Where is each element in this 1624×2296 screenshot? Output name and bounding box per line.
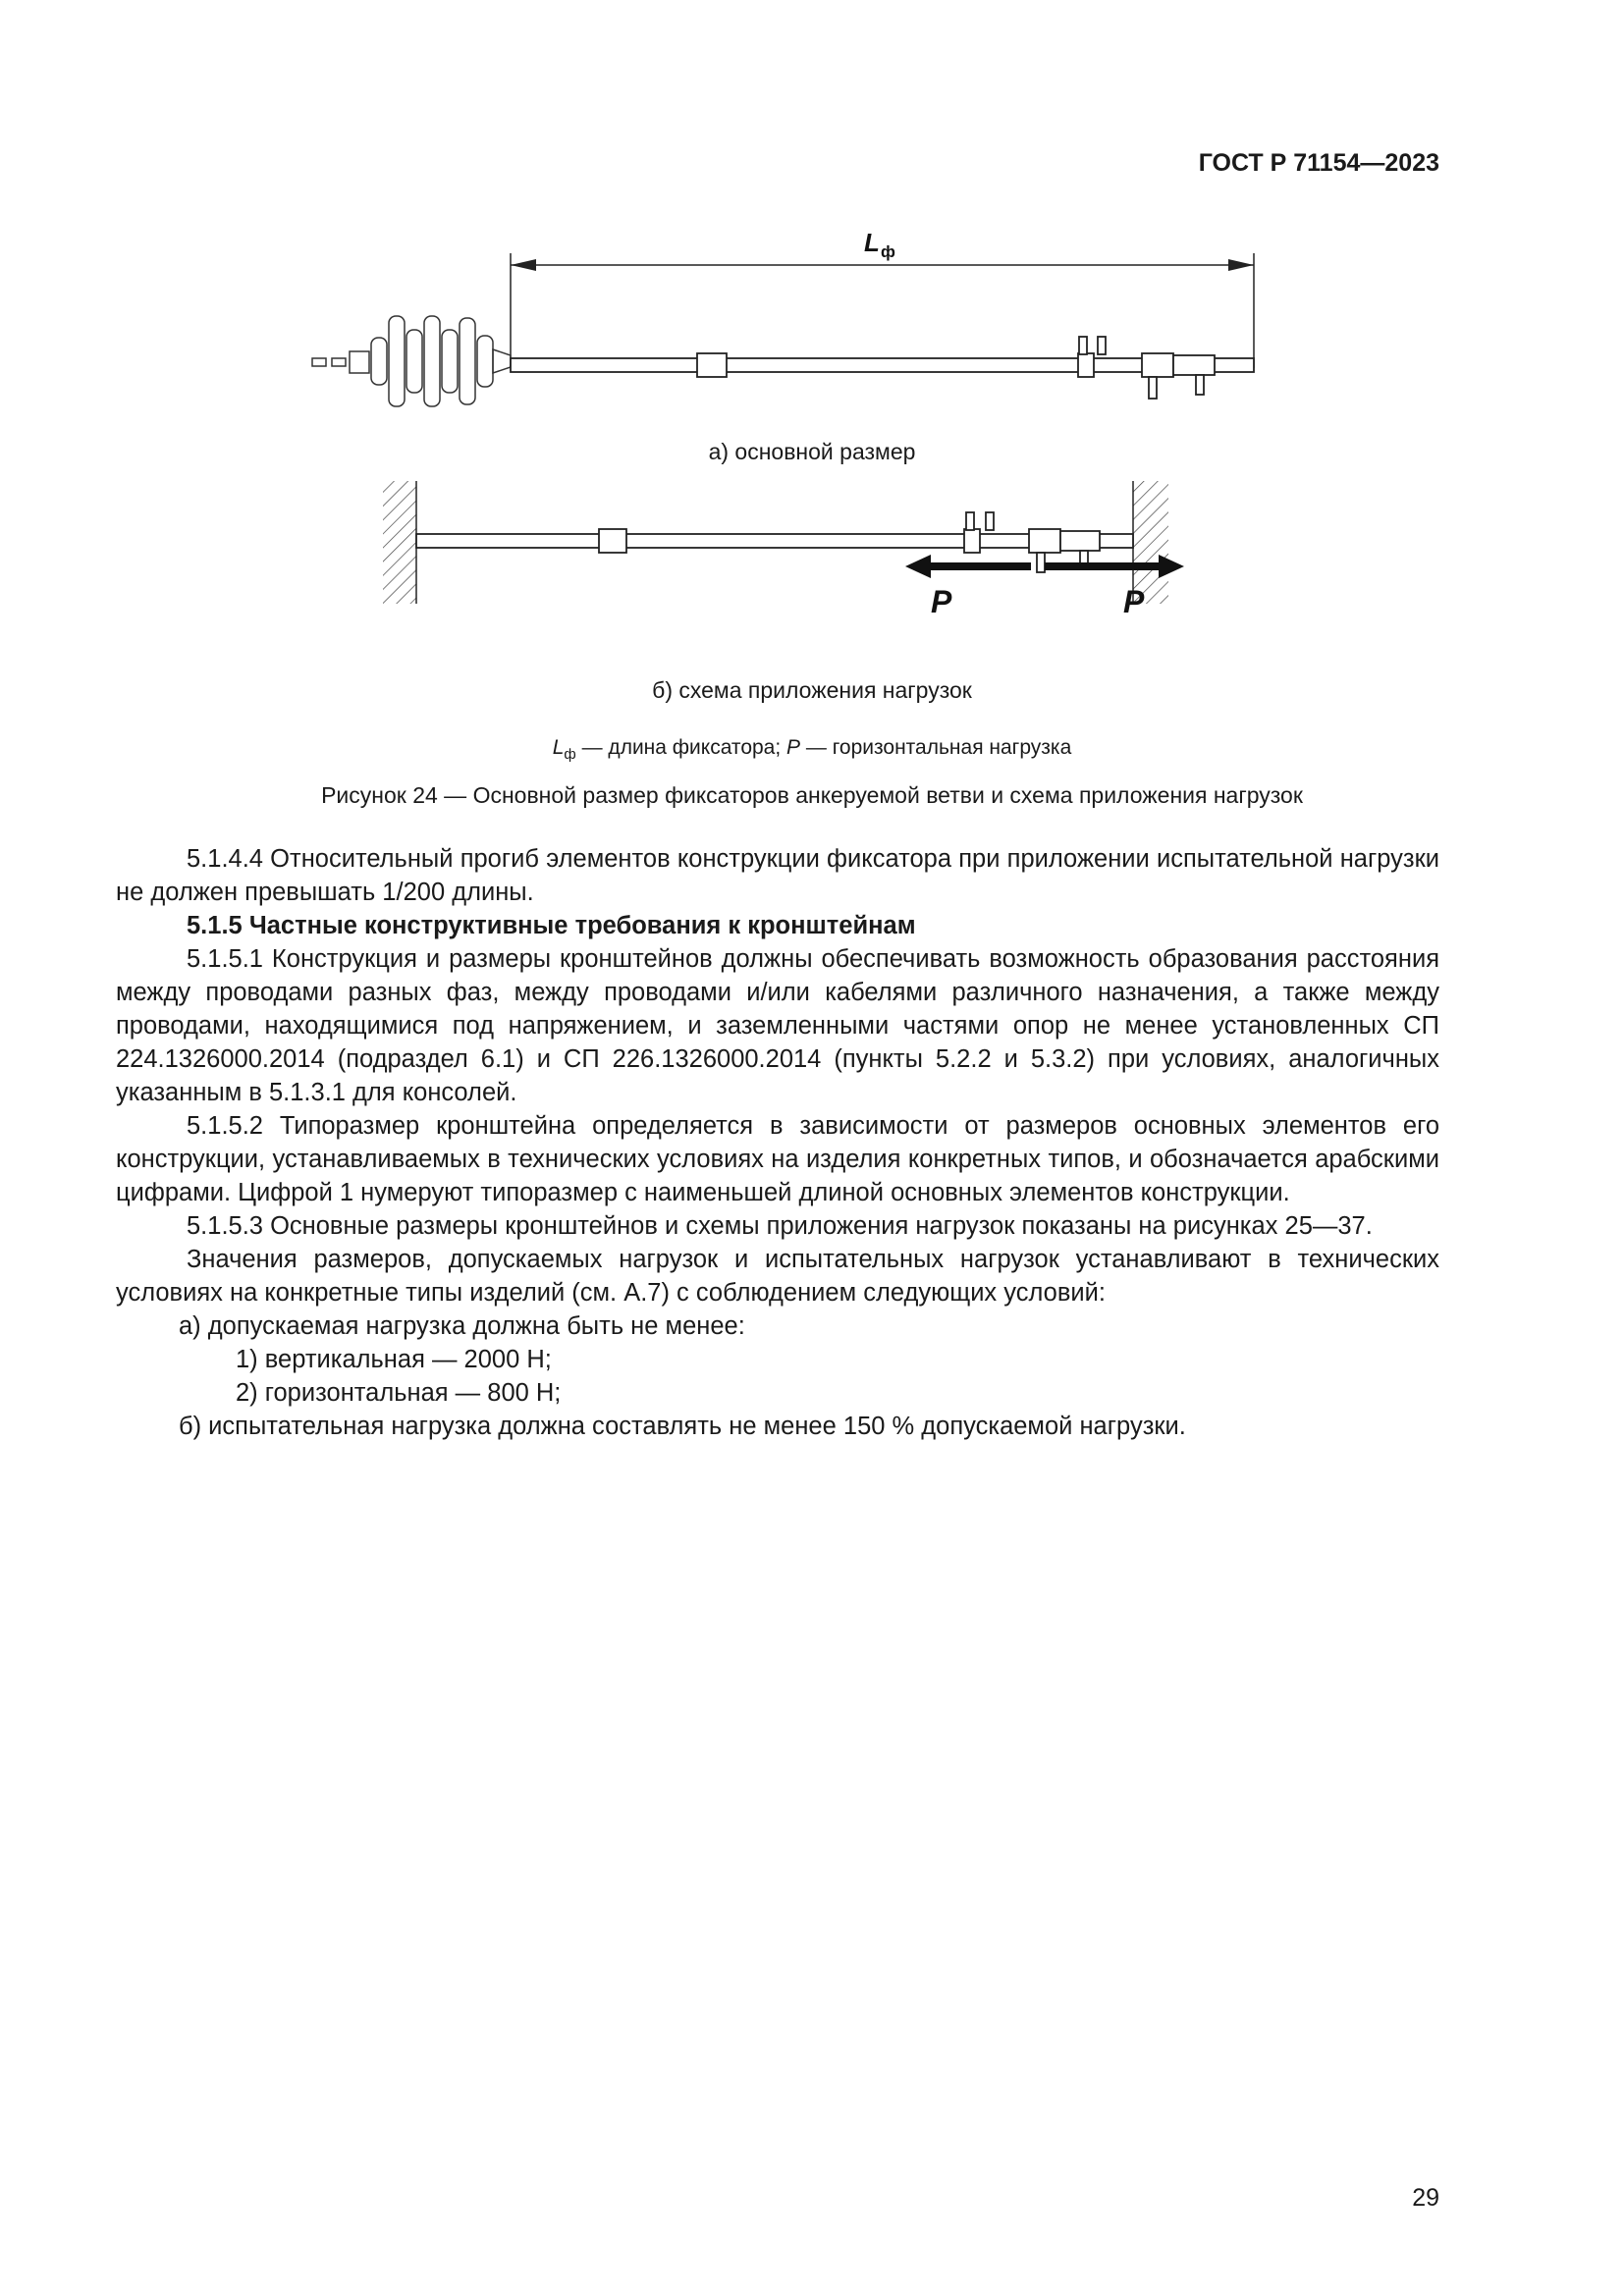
legend-symbol-l-sub: ф — [564, 746, 576, 764]
figure-legend — [0, 736, 1624, 763]
fixator-rod — [511, 337, 1254, 399]
list-item-b: б) испытательная нагрузка должна составлять не менее 150 % допускаемой нагрузки. — [179, 1413, 1186, 1440]
legend-text-p: — горизонтальная нагрузка — [800, 736, 1072, 759]
list-item-a-1: 1) вертикальная — 2000 Н; — [236, 1346, 552, 1373]
section-heading-5-1-5 — [116, 909, 1439, 942]
document-header: ГОСТ Р 71154—2023 — [1198, 149, 1439, 177]
legend-symbol-p: P — [786, 736, 801, 759]
paragraph-5-1-5-1: 5.1.5.1 Конструкция и размеры кронштейнов должны обеспечивать возможность образования расстояния между проводами разных фаз, между проводами и/или кабелями различного назначения, а также между проводами, находящимися под напряжением, и заземленными частями опор не менее установленных СП 224.1326000.2014 (подраздел 6.1) и СП 226.1326000.2014 (пункты 5.2.2 и 5.3.2) при условиях, аналогичных указанным в 5.1.3.1 для консолей. — [116, 945, 1439, 1106]
load-arrow-right — [1045, 555, 1184, 578]
body-text — [116, 842, 1439, 1443]
section-title: Частные конструктивные требования к кронштейнам — [248, 912, 916, 939]
figure-title: Рисунок 24 — Основной размер фиксаторов анкеруемой ветви и схема приложения нагрузок — [321, 782, 1303, 808]
load-arrow-left — [905, 555, 1031, 578]
section-number: 5.1.5 — [187, 912, 243, 939]
load-label-right: P — [1123, 584, 1145, 619]
page-number: 29 — [1412, 2184, 1439, 2212]
subfigure-caption-a: а) основной размер — [708, 439, 916, 464]
list-item-a: а) допускаемая нагрузка должна быть не менее: — [179, 1312, 745, 1340]
load-label-left: P — [931, 584, 952, 619]
paragraph-5-1-4-4: 5.1.4.4 Относительный прогиб элементов конструкции фиксатора при приложении испытательной нагрузки не должен превышать 1/200 длины. — [116, 845, 1439, 906]
paragraph-values: Значения размеров, допускаемых нагрузок и испытательных нагрузок устанавливают в технических условиях на конкретные типы изделий (см. А.7) с соблюдением следующих условий: — [116, 1246, 1439, 1307]
dimension-line — [511, 253, 1254, 368]
dimension-label-l: L — [864, 228, 880, 257]
legend-text-l: — длина фиксатора; — [575, 736, 787, 759]
wall-left — [383, 481, 416, 604]
paragraph-5-1-5-3: 5.1.5.3 Основные размеры кронштейнов и схемы приложения нагрузок показаны на рисунках 25—37. — [187, 1212, 1373, 1240]
list-item-a-2: 2) горизонтальная — 800 Н; — [236, 1379, 562, 1407]
dimension-label-sub: ф — [881, 242, 895, 261]
subfigure-caption-b: б) схема приложения нагрузок — [652, 677, 972, 703]
insulator — [312, 316, 511, 406]
figure-24-drawing — [0, 0, 1624, 628]
paragraph-5-1-5-2: 5.1.5.2 Типоразмер кронштейна определяется в зависимости от размеров основных элементов его конструкции, устанавливаемых в технических условиях на изделия конкретных типов, и обозначается арабскими цифрами. Цифрой 1 нумеруют типоразмер с наименьшей длиной основных элементов конструкции. — [116, 1112, 1439, 1206]
legend-symbol-l: L — [552, 736, 565, 759]
